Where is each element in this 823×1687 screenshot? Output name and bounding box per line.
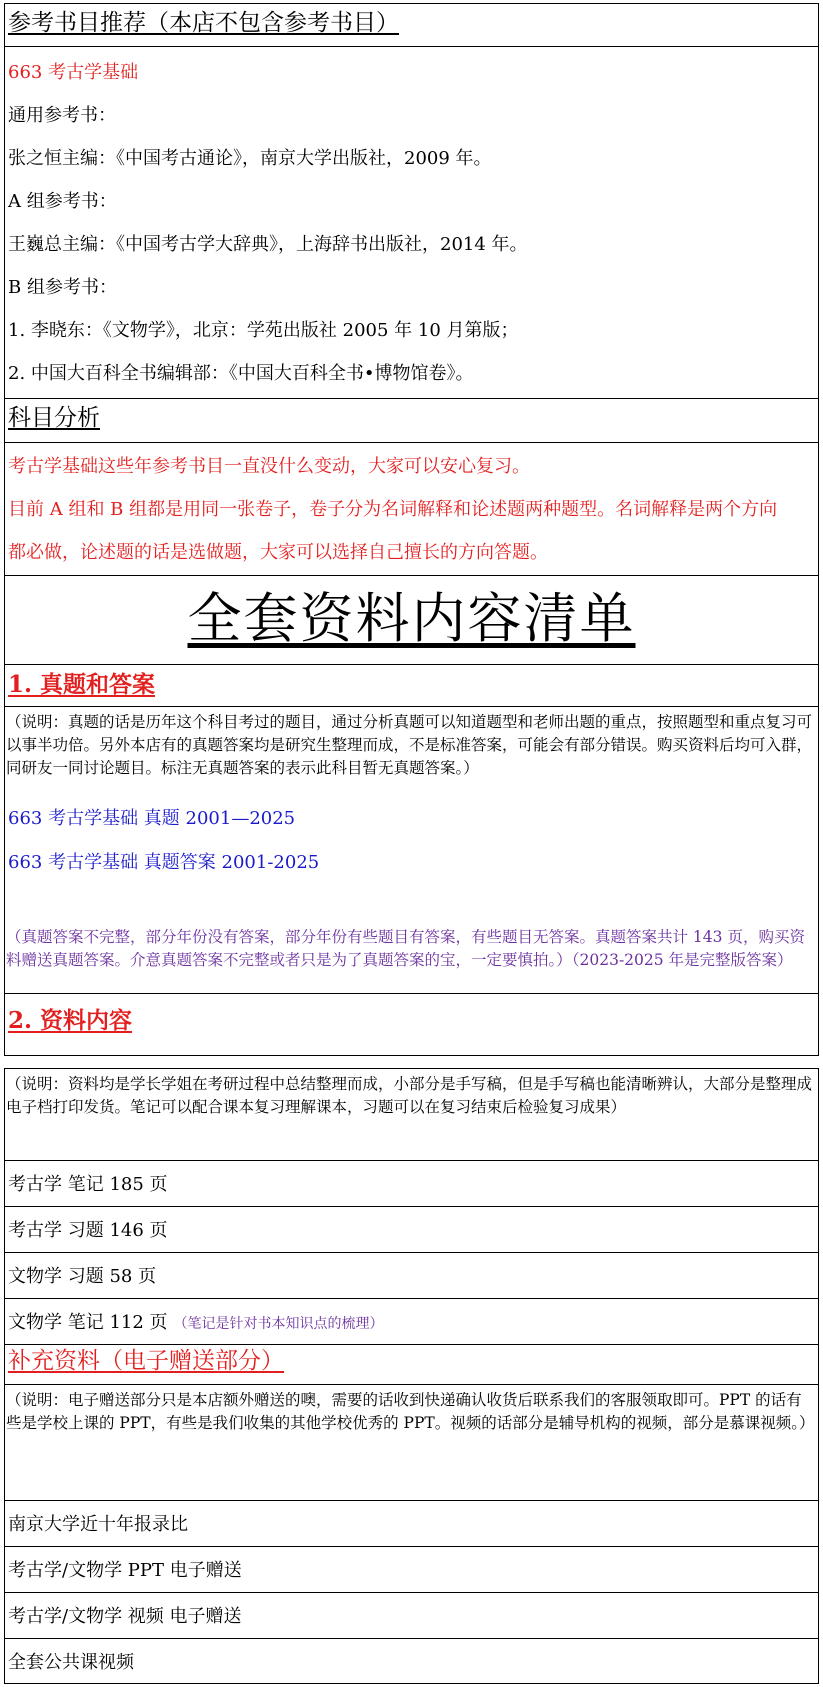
divider bbox=[4, 1344, 819, 1345]
supplement-row-3: 考古学/文物学 视频 电子赠送 bbox=[8, 1606, 242, 1627]
ziliao-heading: 2. 资料内容 bbox=[8, 1007, 133, 1034]
subject-code: 663 考古学基础 bbox=[8, 62, 139, 83]
divider bbox=[4, 46, 819, 47]
ref-line-7: 2. 中国大百科全书编辑部：《中国大百科全书•博物馆卷》。 bbox=[8, 363, 474, 384]
material-row-4-note: （笔记是针对书本知识点的梳理） bbox=[173, 1316, 384, 1332]
material-row-4-text: 文物学 笔记 112 页 bbox=[8, 1312, 168, 1333]
divider bbox=[4, 1500, 819, 1501]
material-row-2: 考古学 习题 146 页 bbox=[8, 1220, 168, 1241]
ziliao-note: （说明：资料均是学长学姐在考研过程中总结整理而成，小部分是手写稿，但是手写稿也能清晰辨认，大部分是整理成电子档打印发货。笔记可以配合课本复习理解课本，习题可以在复习结束后检验复习成果） bbox=[6, 1075, 813, 1116]
analysis-line-2: 目前 A 组和 B 组都是用同一张卷子，卷子分为名词解释和论述题两种题型。名词解释是两个方向 bbox=[8, 499, 778, 520]
analysis-line-3: 都必做，论述题的话是选做题，大家可以选择自己擅长的方向答题。 bbox=[8, 542, 548, 563]
supplement-row-2: 考古学/文物学 PPT 电子赠送 bbox=[8, 1560, 242, 1581]
divider bbox=[4, 1638, 819, 1639]
ref-line-4: 王巍总主编：《中国考古学大辞典》，上海辞书出版社，2014 年。 bbox=[8, 234, 528, 255]
divider bbox=[4, 1252, 819, 1253]
page-title: 全套资料内容清单 bbox=[187, 587, 636, 650]
reference-books-heading: 参考书目推荐（本店不包含参考书目） bbox=[8, 10, 399, 36]
ref-line-1: 通用参考书： bbox=[8, 105, 116, 126]
supplement-row-4: 全套公共课视频 bbox=[8, 1652, 134, 1673]
supplement-note: （说明：电子赠送部分只是本店额外赠送的噢，需要的话收到快递确认收货后联系我们的客服领取即可。PPT 的话有些是学校上课的 PPT，有些是我们收集的其他学校优秀的 PPT。视频的话部分是辅导机构的视频，部分是慕课视频。） bbox=[6, 1391, 815, 1432]
material-row-1: 考古学 笔记 185 页 bbox=[8, 1174, 168, 1195]
supplement-heading: 补充资料（电子赠送部分） bbox=[8, 1348, 284, 1374]
zhenti-item-2: 663 考古学基础 真题答案 2001-2025 bbox=[8, 852, 320, 873]
divider bbox=[4, 1160, 819, 1161]
ref-line-2: 张之恒主编：《中国考古通论》，南京大学出版社，2009 年。 bbox=[8, 148, 492, 169]
ref-line-5: B 组参考书： bbox=[8, 277, 117, 298]
material-row-3: 文物学 习题 58 页 bbox=[8, 1266, 157, 1287]
analysis-heading: 科目分析 bbox=[8, 405, 100, 431]
divider bbox=[4, 442, 819, 443]
divider bbox=[4, 1384, 819, 1385]
zhenti-heading: 1. 真题和答案 bbox=[8, 671, 156, 698]
divider bbox=[4, 664, 819, 665]
divider bbox=[4, 1206, 819, 1207]
zhenti-remark: （真题答案不完整，部分年份没有答案，部分年份有些题目有答案，有些题目无答案。真题答案共计 143 页，购买资料赠送真题答案。介意真题答案不完整或者只是为了真题答案的宝，一定要慎拍。）（2023-2025 年是完整版答案） bbox=[6, 928, 805, 969]
divider bbox=[4, 1298, 819, 1299]
divider bbox=[4, 398, 819, 399]
material-row-4 bbox=[8, 1312, 384, 1335]
zhenti-note: （说明：真题的话是历年这个科目考过的题目，通过分析真题可以知道题型和老师出题的重点，按照题型和重点复习可以事半功倍。另外本店有的真题答案均是研究生整理而成，不是标准答案，可能会有部分错误。购买资料后均可入群，同研友一同讨论题目。标注无真题答案的表示此科目暂无真题答案。） bbox=[6, 713, 813, 777]
zhenti-item-1: 663 考古学基础 真题 2001—2025 bbox=[8, 808, 296, 829]
ref-line-6: 1. 李晓东：《文物学》，北京：学苑出版社 2005 年 10 月第版； bbox=[8, 320, 519, 341]
divider bbox=[4, 993, 819, 994]
analysis-line-1: 考古学基础这些年参考书目一直没什么变动，大家可以安心复习。 bbox=[8, 456, 530, 477]
divider bbox=[4, 1592, 819, 1593]
divider bbox=[4, 706, 819, 707]
divider bbox=[4, 1546, 819, 1547]
supplement-row-1: 南京大学近十年报录比 bbox=[8, 1514, 188, 1535]
divider bbox=[4, 575, 819, 576]
ref-line-3: A 组参考书： bbox=[8, 191, 117, 212]
